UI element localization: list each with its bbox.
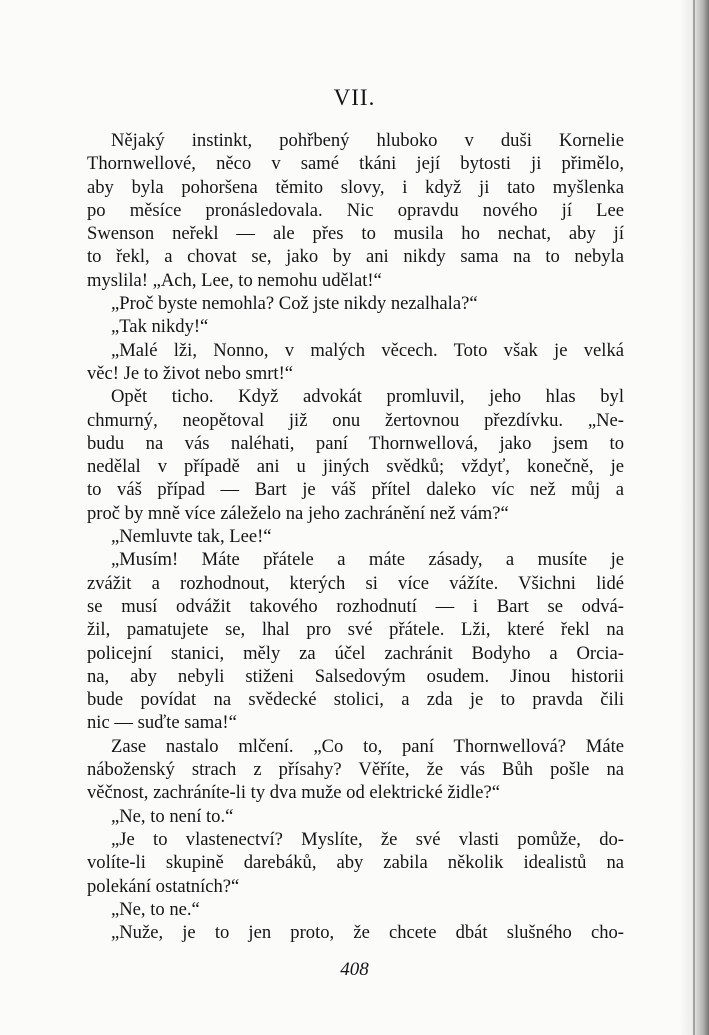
text-line: „Malé lži, Nonno, v malých věcech. Toto však je velká [111, 339, 624, 361]
text-line: to řekl, a chovat se, jako by ani nikdy sama na to nebyla [87, 246, 624, 268]
text-line: Thornwellové, něco v samé tkáni její bytosti ji přimělo, [87, 153, 624, 175]
text-line: proč by mně více záleželo na jeho zachránění než vám?“ [87, 502, 509, 524]
text-line: volíte-li skupině darebáků, aby zabila několik idealistů na [87, 852, 624, 874]
text-line: nedělal v případě ani u jiných svědků; vždyť, konečně, je [87, 456, 624, 478]
text-line: myslila! „Ach, Lee, to nemohu udělat!“ [87, 269, 382, 291]
text-line: chmurný, neopětoval již onu žertovnou přezdívku. „Ne- [87, 409, 624, 431]
text-line: aby byla pohoršena těmito slovy, i když ji tato myšlenka [87, 176, 624, 198]
text-line: „Nuže, je to jen proto, že chcete dbát slušného cho- [111, 922, 624, 944]
text-line: „Je to vlastenectví? Myslíte, že své vlasti pomůže, do- [111, 828, 624, 850]
text-line: Opět ticho. Když advokát promluvil, jeho hlas byl [111, 386, 624, 408]
text-line: věc! Je to život nebo smrt!“ [87, 362, 294, 384]
text-line: žil, pamatujete se, lhal pro své přátele. Lži, které řekl na [87, 619, 624, 641]
text-line: Zase nastalo mlčení. „Co to, paní Thornwellová? Máte [111, 735, 624, 757]
text-line: „Proč byste nemohla? Což jste nikdy nezalhala?“ [111, 293, 478, 315]
text-line: bude povídat na svědecké stolici, a zda je to pravda čili [87, 689, 624, 711]
text-line: nic — suďte sama!“ [87, 712, 237, 734]
text-line: polekání ostatních?“ [87, 875, 240, 897]
text-line: „Musím! Máte přátele a máte zásady, a musíte je [111, 549, 624, 571]
chapter-heading: VII. [333, 85, 376, 110]
page-number: 408 [340, 959, 369, 980]
text-line: „Ne, to není to.“ [111, 805, 234, 827]
text-line: „Ne, to ne.“ [111, 898, 200, 920]
text-line: věčnost, zachráníte-li ty dva muže od elektrické židle?“ [87, 782, 500, 804]
text-line: Nějaký instinkt, pohřbený hluboko v duši Kornelie [111, 130, 624, 151]
body-text [87, 129, 624, 944]
text-line: Swenson neřekl — ale přes to musila ho nechat, aby jí [87, 223, 624, 245]
text-line: „Nemluvte tak, Lee!“ [111, 526, 272, 548]
text-line: policejní stanici, měly za účel zachránit Bodyho a Orcia- [87, 642, 624, 664]
text-line: se musí odvážit takového rozhodnutí — i Bart se odvá- [87, 595, 624, 617]
text-line: náboženský strach z přísahy? Věříte, že vás Bůh pošle na [87, 759, 624, 781]
text-line: po měsíce pronásledovala. Nic opravdu nového jí Lee [87, 199, 624, 221]
text-line: zvážit a rozhodnout, kterých si více vážíte. Všichni lidé [87, 572, 624, 594]
text-line: to váš případ — Bart je váš přítel daleko víc než můj a [87, 479, 624, 501]
text-line: „Tak nikdy!“ [111, 316, 209, 338]
page-gutter-edge [693, 0, 695, 1035]
text-line: budu na vás naléhati, paní Thornwellová, jako jsem to [87, 432, 624, 454]
text-line: na, aby nebyli stiženi Salsedovým osudem. Jinou historii [87, 665, 624, 687]
